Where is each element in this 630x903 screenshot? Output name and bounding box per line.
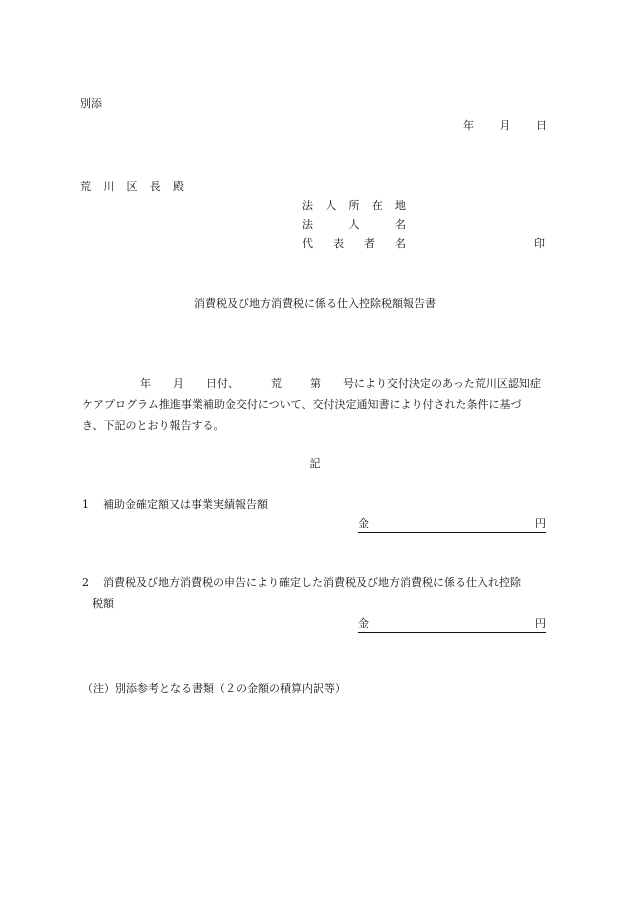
body-day: 日付、 (206, 377, 239, 390)
addressee-char: 川 (103, 180, 115, 193)
corporate-address-label (302, 199, 406, 213)
body-month: 月 (173, 377, 184, 390)
addressee-char: 荒 (80, 180, 91, 193)
label-char: 地 (395, 199, 406, 212)
item-1-text: 補助金確定額又は事業実績報告額 (103, 498, 268, 511)
attachment-label: 別添 (80, 97, 102, 110)
body-line-1 (82, 373, 552, 394)
label-char: 代 (302, 237, 313, 250)
item-2-kin: 金 (358, 617, 369, 630)
note: （注）別添参考となる書類（２の金額の積算内訳等） (82, 682, 346, 695)
addressee-char: 殿 (173, 180, 184, 193)
document-title: 消費税及び地方消費税に係る仕入控除税額報告書 (194, 297, 436, 310)
body-year: 年 (140, 377, 151, 390)
body-line-2: ケアプログラム推進事業補助金交付について、交付決定通知書により付された条件に基づ (82, 398, 522, 411)
item-2-label (82, 576, 521, 590)
body-ara: 荒 (271, 377, 282, 390)
report-body (82, 373, 552, 436)
item-1-amount-line (358, 517, 546, 533)
date-month: 月 (499, 119, 511, 132)
date-line (463, 119, 547, 133)
label-char: 所 (348, 199, 360, 212)
date-day: 日 (536, 119, 547, 132)
item-1-label (82, 498, 268, 512)
representative-name-label (302, 237, 406, 251)
body-line-3: き、下記のとおり報告する。 (82, 419, 225, 432)
label-char: 在 (371, 199, 383, 212)
label-char: 人 (348, 218, 360, 231)
body-line1-rest: 号により交付決定のあった荒川区認知症 (343, 377, 541, 390)
label-char: 法 (302, 199, 313, 212)
item-2-text-line-2: 税額 (92, 597, 114, 610)
label-char: 人 (325, 199, 337, 212)
date-year: 年 (463, 119, 474, 132)
label-char: 表 (333, 237, 344, 250)
label-char: 者 (364, 237, 375, 250)
item-1-en: 円 (535, 517, 546, 530)
item-2-en: 円 (535, 617, 546, 630)
addressee (80, 180, 184, 194)
item-2-number: 2 (82, 576, 89, 589)
label-char: 法 (302, 218, 313, 231)
addressee-char: 長 (149, 180, 161, 193)
addressee-char: 区 (126, 180, 138, 193)
item-2-amount-line (358, 617, 546, 633)
corporate-name-label (302, 218, 406, 232)
item-1-kin: 金 (358, 517, 369, 530)
label-char: 名 (395, 237, 406, 250)
body-dai: 第 (310, 377, 321, 390)
seal-mark: 印 (534, 237, 545, 250)
item-2-text-line-1: 消費税及び地方消費税の申告により確定した消費税及び地方消費税に係る仕入れ控除 (103, 576, 521, 589)
ki-heading: 記 (309, 457, 321, 470)
item-1-number: 1 (82, 498, 89, 511)
label-char: 名 (395, 218, 406, 231)
